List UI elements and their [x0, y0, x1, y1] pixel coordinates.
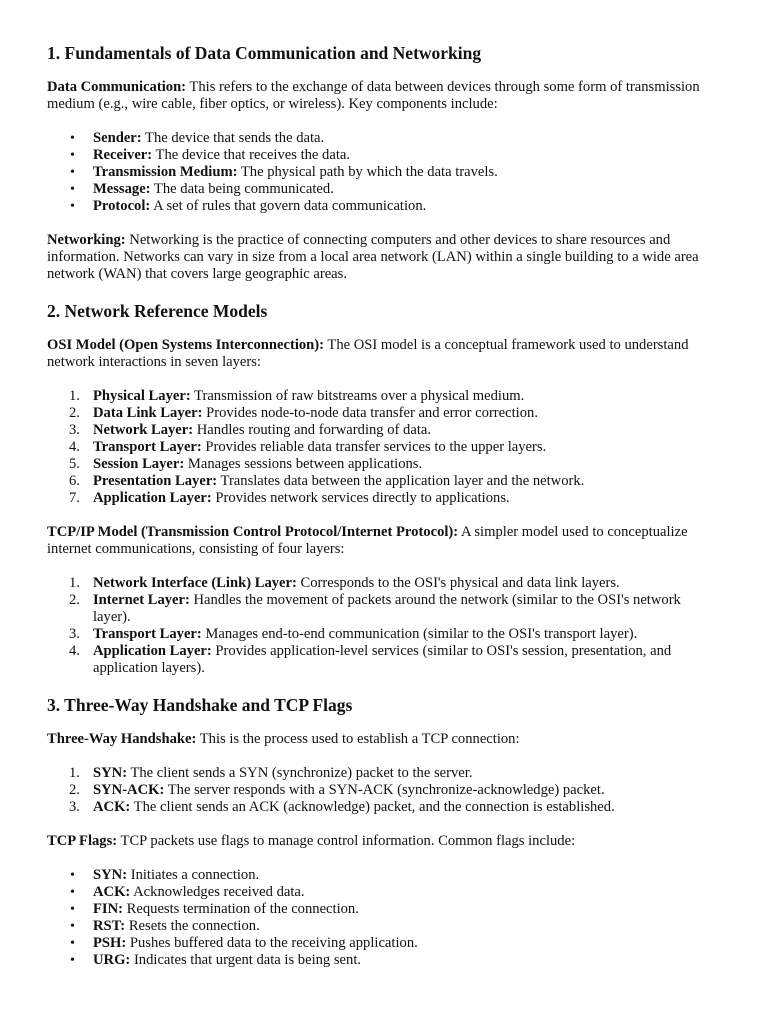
definition: Requests termination of the connection. [123, 901, 359, 917]
definition: The OSI model is a conceptual framework used to understand network interactions in seven layers: [47, 337, 689, 370]
definition: This is the process used to establish a TCP connection: [196, 731, 520, 747]
list-item [93, 918, 717, 935]
term: Data Link Layer: [93, 405, 203, 421]
list-item [93, 198, 717, 215]
definition: Handles the movement of packets around the network (similar to the OSI's network layer). [93, 592, 681, 625]
definition: A set of rules that govern data communication. [150, 198, 427, 214]
paragraph [47, 337, 717, 371]
term: SYN: [93, 867, 128, 883]
list-item: 4. Transport Layer: Provides reliable data transfer services to the upper layers. [69, 439, 547, 455]
definition: The data being communicated. [150, 181, 334, 197]
term: Sender: [93, 130, 142, 146]
definition: Manages sessions between applications. [184, 456, 423, 472]
list-item: 3. ACK: The client sends an ACK (acknowledge) packet, and the connection is established. [69, 799, 615, 815]
list-item [93, 147, 717, 164]
list-item: 4. Application Layer: Provides application-level services (similar to OSI's session, presentation, and application layers). [69, 643, 672, 676]
term: PSH: [93, 935, 127, 951]
list-item: 7. Application Layer: Provides network services directly to applications. [69, 490, 510, 506]
term: Session Layer: [93, 456, 185, 472]
definition: The physical path by which the data travels. [237, 164, 498, 180]
list-item: 1. Network Interface (Link) Layer: Corresponds to the OSI's physical and data link layers. [69, 575, 620, 591]
term: Three-Way Handshake: [47, 731, 197, 747]
term: ACK: [93, 799, 131, 815]
term: SYN: [93, 765, 128, 781]
term: Physical Layer: [93, 388, 191, 404]
definition: Resets the connection. [125, 918, 260, 934]
list-item: 3. Transport Layer: Manages end-to-end communication (similar to the OSI's transport layer). [69, 626, 638, 642]
definition: The client sends a SYN (synchronize) packet to the server. [127, 765, 473, 781]
list-item [93, 901, 717, 918]
definition: The device that sends the data. [141, 130, 325, 146]
list-item [93, 130, 717, 147]
list-item [93, 952, 717, 969]
term: SYN-ACK: [93, 782, 165, 798]
paragraph [47, 833, 717, 850]
definition: This refers to the exchange of data between devices through some form of transmission medium (e.g., wire cable, fiber optics, or wireless). Key components include: [47, 79, 700, 112]
section-heading: 2. Network Reference Models [47, 301, 268, 321]
definition: The client sends an ACK (acknowledge) packet, and the connection is established. [130, 799, 615, 815]
term: Network Layer: [93, 422, 194, 438]
definition: Provides network services directly to applications. [211, 490, 510, 506]
term: Transmission Medium: [93, 164, 238, 180]
list-item: 2. SYN-ACK: The server responds with a SYN-ACK (synchronize-acknowledge) packet. [69, 782, 605, 798]
term: Presentation Layer: [93, 473, 218, 489]
definition: Manages end-to-end communication (similar to the OSI's transport layer). [201, 626, 638, 642]
definition: Provides reliable data transfer services to the upper layers. [201, 439, 547, 455]
term: URG: [93, 952, 131, 968]
bullet-list [47, 130, 717, 215]
definition: TCP packets use flags to manage control information. Common flags include: [117, 833, 576, 849]
term: Transport Layer: [93, 439, 202, 455]
numbered-list [47, 575, 717, 677]
list-item: 1. SYN: The client sends a SYN (synchronize) packet to the server. [69, 765, 473, 781]
list-item: 6. Presentation Layer: Translates data between the application layer and the network. [69, 473, 585, 489]
paragraph [47, 524, 717, 558]
definition: Acknowledges received data. [130, 884, 305, 900]
term: Application Layer: [93, 490, 212, 506]
list-item: 1. Physical Layer: Transmission of raw bitstreams over a physical medium. [69, 388, 525, 404]
list-item [93, 884, 717, 901]
definition: Networking is the practice of connecting computers and other devices to share resources and information. Networks can vary in size from a local area network (LAN) within a single building to a wide area network (WAN) that covers large geographic areas. [47, 232, 699, 282]
definition: Provides node-to-node data transfer and error correction. [202, 405, 538, 421]
term: FIN: [93, 901, 123, 917]
definition: The device that receives the data. [152, 147, 351, 163]
definition: Translates data between the application layer and the network. [217, 473, 585, 489]
list-item: 2. Internet Layer: Handles the movement of packets around the network (similar to the OSI's network layer). [69, 592, 681, 625]
definition: Corresponds to the OSI's physical and data link layers. [296, 575, 620, 591]
numbered-list [47, 388, 717, 507]
list-item [93, 164, 717, 181]
term: Data Communication: [47, 79, 187, 95]
term: Internet Layer: [93, 592, 190, 608]
definition: Pushes buffered data to the receiving application. [126, 935, 418, 951]
list-item: 3. Network Layer: Handles routing and forwarding of data. [69, 422, 431, 438]
term: Protocol: [93, 198, 151, 214]
definition: Initiates a connection. [127, 867, 260, 883]
term: RST: [93, 918, 126, 934]
term: TCP/IP Model (Transmission Control Protocol/Internet Protocol): [47, 524, 459, 540]
list-item [93, 867, 717, 884]
section-heading: 3. Three-Way Handshake and TCP Flags [47, 695, 353, 715]
term: Transport Layer: [93, 626, 202, 642]
list-item: 5. Session Layer: Manages sessions between applications. [69, 456, 423, 472]
bullet-list [47, 867, 717, 969]
paragraph [47, 79, 717, 113]
list-item [93, 935, 717, 952]
list-item [93, 181, 717, 198]
term: Networking: [47, 232, 126, 248]
term: Application Layer: [93, 643, 212, 659]
definition: The server responds with a SYN-ACK (synchronize-acknowledge) packet. [164, 782, 605, 798]
term: OSI Model (Open Systems Interconnection): [47, 337, 325, 353]
definition: Handles routing and forwarding of data. [193, 422, 431, 438]
term: Network Interface (Link) Layer: [93, 575, 297, 591]
numbered-list [47, 765, 717, 816]
term: Message: [93, 181, 151, 197]
definition: Indicates that urgent data is being sent. [130, 952, 362, 968]
paragraph [47, 232, 717, 283]
paragraph [47, 731, 717, 748]
section-heading: 1. Fundamentals of Data Communication and Networking [47, 43, 482, 63]
term: Receiver: [93, 147, 153, 163]
definition: Transmission of raw bitstreams over a physical medium. [190, 388, 525, 404]
term: TCP Flags: [47, 833, 118, 849]
list-item: 2. Data Link Layer: Provides node-to-node data transfer and error correction. [69, 405, 538, 421]
term: ACK: [93, 884, 131, 900]
definition: A simpler model used to conceptualize internet communications, consisting of four layers: [47, 524, 688, 557]
definition: Provides application-level services (similar to OSI's session, presentation, and application layers). [93, 643, 672, 676]
